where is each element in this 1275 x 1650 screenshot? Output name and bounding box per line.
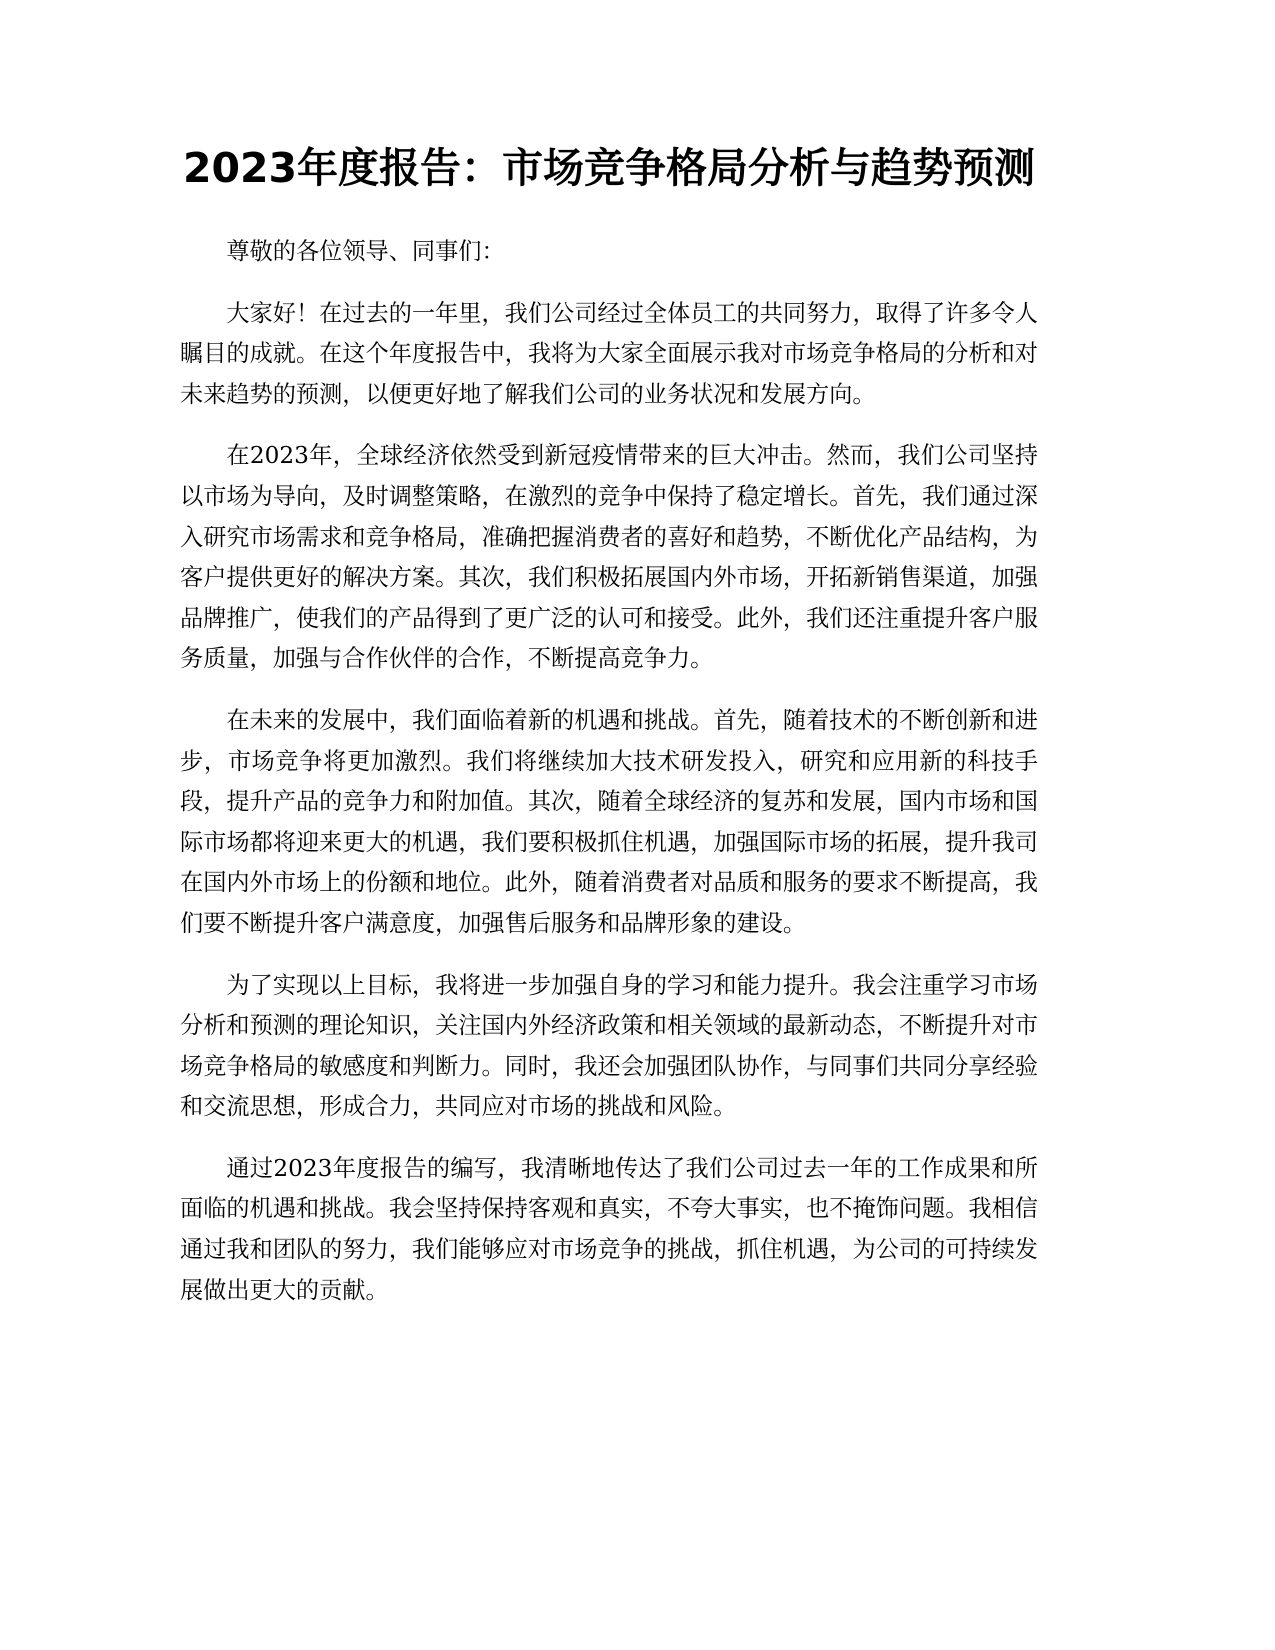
outlook-paragraph: 在未来的发展中，我们面临着新的机遇和挑战。首先，随着技术的不断创新和进步，市场竞争将更加激烈。我们将继续加大技术研发投入，研究和应用新的科技手段，提升产品的竞争力和附加值。其次，随着全球经济的复苏和发展，国内市场和国际市场都将迎来更大的机遇，我们要积极抓住机遇，加强国际市场的拓展，提升我司在国内外市场上的份额和地位。此外，随着消费者对品质和服务的要求不断提高，我们要不断提升客户满意度，加强售后服务和品牌形象的建设。: [180, 706, 1038, 937]
plan-paragraph: 为了实现以上目标，我将进一步加强自身的学习和能力提升。我会注重学习市场分析和预测的理论知识，关注国内外经济政策和相关领域的最新动态，不断提升对市场竞争格局的敏感度和判断力。同时，我还会加强团队协作，与同事们共同分享经验和交流思想，形成合力，共同应对市场的挑战和风险。: [180, 971, 1038, 1121]
document-title: 2023年度报告：市场竞争格局分析与趋势预测: [182, 144, 1036, 192]
intro-paragraph: 大家好！在过去的一年里，我们公司经过全体员工的共同努力，取得了许多令人瞩目的成就。在这个年度报告中，我将为大家全面展示我对市场竞争格局的分析和对未来趋势的预测，以便更好地了解我们公司的业务状况和发展方向。: [180, 299, 1038, 408]
document-page: [180, 138, 1038, 1332]
greeting-paragraph: 尊敬的各位领导、同事们：: [226, 238, 505, 265]
review-paragraph: 在2023年，全球经济依然受到新冠疫情带来的巨大冲击。然而，我们公司坚持以市场为导向，及时调整策略，在激烈的竞争中保持了稳定增长。首先，我们通过深入研究市场需求和竞争格局，准确把握消费者的喜好和趋势，不断优化产品结构，为客户提供更好的解决方案。其次，我们积极拓展国内外市场，开拓新销售渠道，加强品牌推广，使我们的产品得到了更广泛的认可和接受。此外，我们还注重提升客户服务质量，加强与合作伙伴的合作，不断提高竞争力。: [180, 442, 1038, 673]
conclusion-paragraph: 通过2023年度报告的编写，我清晰地传达了我们公司过去一年的工作成果和所面临的机遇和挑战。我会坚持保持客观和真实，不夸大事实，也不掩饰问题。我相信通过我和团队的努力，我们能够应对市场竞争的挑战，抓住机遇，为公司的可持续发展做出更大的贡献。: [180, 1154, 1038, 1304]
document-body: [180, 232, 1038, 1311]
